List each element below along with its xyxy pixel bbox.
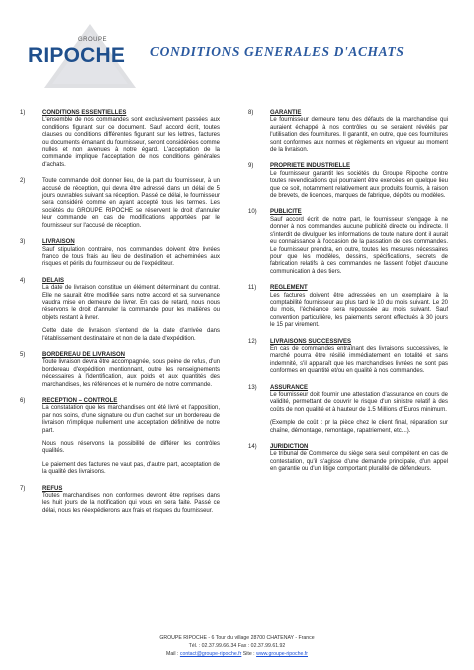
clause-section <box>20 110 220 169</box>
clause-number: 8) <box>248 110 254 116</box>
clause-body <box>42 178 220 230</box>
clause-number: 3) <box>20 239 26 246</box>
clause-number: 7) <box>20 485 26 492</box>
clause-section <box>20 278 220 343</box>
clause-paragraph: Cette date de livraison s'entend de la date d'arrivée dans l'établissement destinataire et non de la date d'expédition. <box>42 328 220 342</box>
clause-section <box>20 486 220 516</box>
clause-heading: DELAIS <box>42 277 65 284</box>
clause-number: 4) <box>20 277 26 284</box>
clause-number: 13) <box>248 384 257 391</box>
clause-section <box>248 110 448 154</box>
clause-paragraph: Le fournisseur doit fournir une attestation d'assurance en cours de validité, permettant de couvrir le risque d'un sinistre relatif à des coûts de non qualité et à hauteur de 1.5 Millions d'Euros minimum. <box>270 392 448 413</box>
clause-body <box>270 293 448 330</box>
clause-paragraph: Sauf stipulation contraire, nos commandes doivent être livrées franco de tous frais au lieu de destination et acheminées aux risques et périls du fournisseur ou de l'expéditeur. <box>42 246 220 268</box>
clause-section <box>248 209 448 276</box>
clause-paragraph: Toute commande doit donner lieu, de la part du fournisseur, à un accusé de réception, qui devra être adressé dans un délai de 5 jours ouvrables suivant sa réception. Passé ce délai, le fournisseur sera considéré comme en ayant accepté tous les termes. Les sociétés du GROUPE RIPOCHE se réservent le droit d'annuler leur commande en cas de modifications apportées par le fournisseur sur l'accusé de réception. <box>42 178 220 229</box>
clause-body <box>270 392 448 435</box>
clause-section <box>248 444 448 474</box>
clause-body <box>270 117 448 154</box>
clause-number: 2) <box>20 178 26 185</box>
clause-body <box>42 285 220 343</box>
clause-paragraph: (Exemple de coût : pr la pièce chez le client final, réparation sur chaîne, démontage, remontage, rapatriement, etc...). <box>270 420 448 434</box>
clause-paragraph: Le tribunal de Commerce du siège sera seul compétent en cas de contestation, qu'il s'agisse d'une demande principale, d'un appel en garantie ou d'un litige comportant pluralité de défendeurs. <box>270 451 448 473</box>
clause-section <box>248 339 448 376</box>
clause-section <box>20 239 220 269</box>
clause-heading: LIVRAISON <box>42 239 75 246</box>
clause-number: 14) <box>248 444 257 451</box>
clause-body <box>42 405 220 476</box>
clause-paragraph: En cas de commandes entraînant des livraisons successives, le marché pourra être résilié immédiatement en totalité et sans indemnité, s'il apparaît que les marchandises livrées ne sont pas conformes en quantité et/ou en qualité à nos commandes. <box>270 345 448 375</box>
clause-paragraph: La date de livraison constitue un élément déterminant du contrat. Elle ne saurait être modifiée sans notre accord et sa survenance vaudra mise en demeure de livrer. En cas de retard, nous nous réservons le droit d'annuler la commande pour les matières ou objets restant à livrer. <box>42 285 220 321</box>
clause-paragraph: Toutes marchandises non conformes devront être reprises dans les huit jours de la notification qui vous en sera faite. Passé ce délai, nous les réexpédierons aux frais et risques du fournisseur. <box>42 493 220 514</box>
clause-number: 11) <box>248 285 257 292</box>
clause-heading: ASSURANCE <box>270 384 309 391</box>
logo-groupe-text: GROUPE <box>78 37 108 43</box>
company-logo <box>20 22 138 92</box>
clause-section <box>20 398 220 477</box>
clause-paragraph: Le fournisseur demeure tenu des défauts de la marchandise qui auraient échappé à nos contrôles ou se seraient révélés par l'utilisation des fournitures. Il garantit, en outre, que ces fournitures sont conformes aux normes et règlements en vigueur au moment de la livraison. <box>270 117 448 154</box>
footer-site-link[interactable]: www.groupe-ripoche.fr <box>256 651 308 657</box>
clause-heading: PROPRIETE INDUSTRIELLE <box>270 163 351 170</box>
clause-number: 1) <box>20 110 26 116</box>
clause-section <box>248 385 448 435</box>
footer-mail-label: Mail : <box>166 651 180 657</box>
clause-body <box>270 451 448 473</box>
clause-number: 5) <box>20 351 26 358</box>
clause-paragraph: Toute livraison devra être accompagnée, sous peine de refus, d'un bordereau d'expédition mentionnant, outre les renseignements nécessaires à l'identification, aux poids et aux quantités des marchandises, les références et le numéro de notre commande. <box>42 359 220 388</box>
clause-number: 10) <box>248 209 257 216</box>
clause-paragraph: Les factures doivent être adressées en un exemplaire à la comptabilité fournisseur au plus tard le 10 du mois suivant. Le 20 du mois, l'échéance sera repoussée au mois suivant. Sauf convention particulière, les paiements seront effectués à 30 jours le 15 par virement. <box>270 292 448 329</box>
clause-section <box>20 352 220 389</box>
clause-body <box>42 493 220 515</box>
clause-heading: PUBLICITE <box>270 209 302 216</box>
clause-number: 12) <box>248 338 257 345</box>
clause-heading: LIVRAISONS SUCCESSIVES <box>270 338 352 345</box>
clause-number: 9) <box>248 163 254 170</box>
clause-body <box>42 117 220 169</box>
clause-number: 6) <box>20 398 26 404</box>
clause-body <box>270 217 448 276</box>
clause-heading: REFUS <box>42 485 63 492</box>
clause-section <box>248 285 448 329</box>
clause-section <box>248 163 448 200</box>
footer <box>0 634 474 658</box>
footer-site-label: Site : <box>241 651 257 657</box>
footer-phone: Tél. : 02.37.99.66.34 Fax : 02.37.99.61.92 <box>188 643 286 649</box>
clause-paragraph: Le fournisseur garantit les sociétés du Groupe Ripoche contre toutes revendications qui pourraient être exercées en quelque lieu que ce soit, notamment relativement aux produits fournis, à raison de brevets, de licences, marques de fabrique, dépôts ou modèles. <box>270 170 448 200</box>
clause-body <box>270 171 448 201</box>
clause-heading: BORDEREAU DE LIVRAISON <box>42 351 126 358</box>
logo-wordmark: RIPOCHE <box>28 44 126 67</box>
clause-heading: JURIDICTION <box>270 444 309 451</box>
footer-address: GROUPE RIPOCHE - 6 Tour du village 28700 CHATENAY - France <box>159 635 315 641</box>
right-column <box>248 110 448 474</box>
clause-body <box>42 247 220 269</box>
clause-body <box>270 346 448 376</box>
clause-paragraph: L'ensemble de nos commandes sont exclusivement passées aux conditions figurant sur ce document. Sauf accord écrit, toutes clauses ou conditions différentes figurant sur les lettres, factures ou documents émanant du fournisseur, seront considérées comme nulles et non avenues à notre égard. L'acceptation de la commande implique l'acceptation de nos conditions générales d'achats. <box>42 117 220 168</box>
left-column <box>20 110 220 515</box>
clause-paragraph: Nous nous réservons la possibilité de différer les contrôles qualités. <box>42 441 220 455</box>
clause-heading: RECEPTION – CONTROLE <box>42 398 118 404</box>
clause-heading: GARANTIE <box>270 110 302 116</box>
footer-mail-link[interactable]: contact@groupe-ripoche.fr <box>179 651 242 657</box>
clause-paragraph: La constatation que les marchandises ont été livré et l'apposition, par nos soins, d'une signature ou d'un cachet sur un bordereau de livraison n'implique nullement une acceptation définitive de notre part. <box>42 405 220 434</box>
clause-paragraph: Le paiement des factures ne vaut pas, d'autre part, acceptation de la qualité des livraisons. <box>42 461 220 476</box>
clause-heading: CONDITIONS ESSENTIELLES <box>42 110 127 116</box>
clause-body <box>42 359 220 389</box>
clause-section <box>20 178 220 230</box>
page-title: CONDITIONS GENERALES D'ACHATS <box>150 44 405 59</box>
clause-paragraph: Sauf accord écrit de notre part, le fournisseur s'engage à ne donner à nos commandes aucune publicité directe ou indirecte. Il s'interdit de divulguer les informations de toute nature dont il aurait eu connaissance à l'occasion de la passation de ces commandes. Le fournisseur prendra, en outre, toutes les mesures nécessaires pour que les modèles, dessins, spécifications, secrets de fabrication relatifs à ces commandes ne fassent l'objet d'aucune communication à des tiers. <box>270 216 448 275</box>
clause-heading: REGLEMENT <box>270 285 308 292</box>
footer-contact <box>0 650 474 658</box>
